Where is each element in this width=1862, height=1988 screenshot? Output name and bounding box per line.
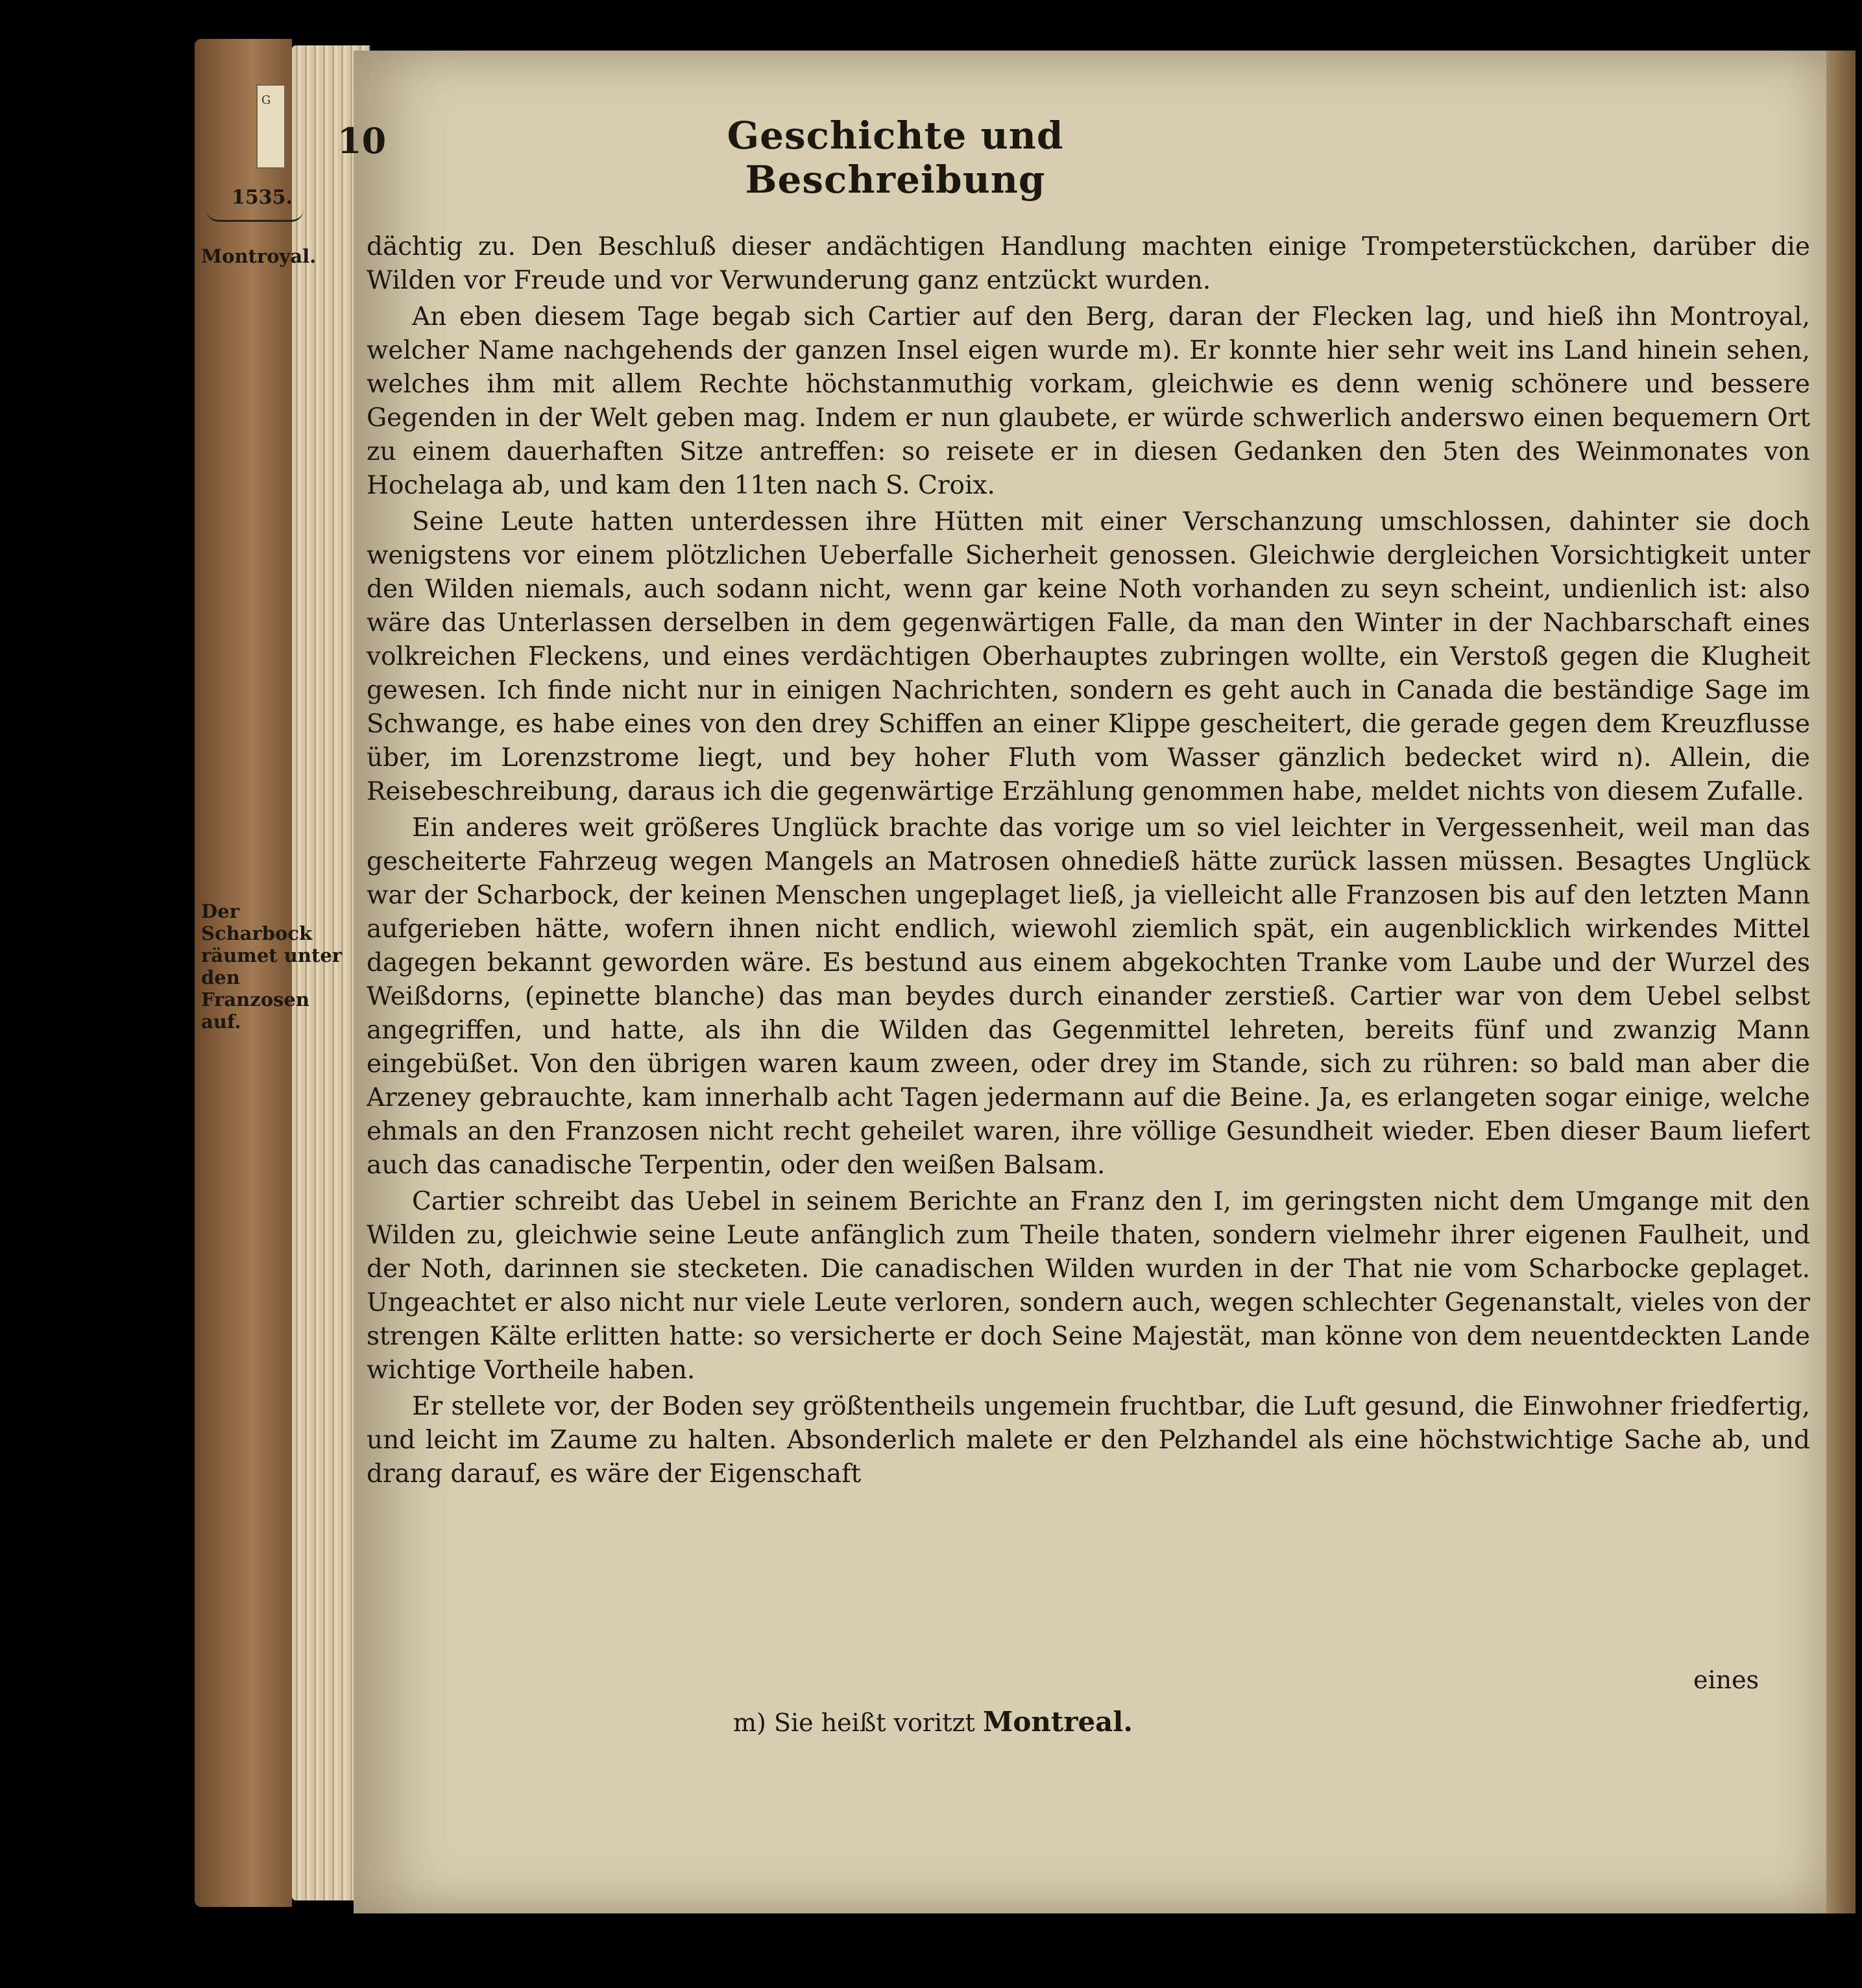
body-text [367,230,1810,1494]
paragraph: dächtig zu. Den Beschluß dieser andächtigen Handlung machten einige Trompeterstückchen, darüber die Wilden vor Freude und vor Verwunderung ganz entzückt wurden. [367,232,1810,295]
spine-label: G [256,84,285,169]
margin-note-montroyal: Montroyal. [201,245,317,267]
paragraph: Cartier schreibt das Uebel in seinem Berichte an Franz den I, im geringsten nicht dem Umgange mit den Wilden zu, gleichwie seine Leute anfänglich zum Theile thaten, sondern vielmehr ihrer eigenen Faulheit, und der Noth, darinnen sie stecketen. Die canadischen Wilden wurden in der That nie vom Scharbocke geplaget. Ungeachtet er also nicht nur viele Leute verloren, sondern auch, wegen schlechter Gegenanstalt, vieles von der strengen Kälte erlitten hatte: so versicherte er doch Seine Majestät, man könne von dem neuentdeckten Lande wichtige Vortheile haben. [367,1187,1810,1385]
paragraph: Ein anderes weit größeres Unglück brachte das vorige um so viel leichter in Vergessenheit, weil man das gescheiterte Fahrzeug wegen Mangels an Matrosen ohnedieß hätte zurück lassen müssen. Besagtes Unglück war der Scharbock, der keinen Menschen ungeplaget ließ, ja vielleicht alle Franzosen bis auf den letzten Mann aufgerieben hätte, wofern ihnen nicht endlich, wiewohl ziemlich spät, ein augenblicklich wirkendes Mittel dagegen bekannt geworden wäre. Es bestund aus einem abgekochten Tranke vom Laube und der Wurzel des Weißdorns, (epinette blanche) das man beydes durch einander zerstieß. Cartier war von dem Uebel selbst angegriffen, und hatte, als ihn die Wilden das Gegenmittel lehreten, bereits fünf und zwanzig Mann eingebüßet. Von den übrigen waren kaum zween, oder drey im Stande, sich zu rühren: so bald man aber die Arzeney gebrauchte, kam innerhalb acht Tagen jedermann auf die Beine. Ja, es erlangeten sogar einige, welche ehmals an den Franzosen nicht recht geheilet waren, ihre völlige Gesundheit wieder. Eben dieser Baum liefert auch das canadische Terpentin, oder den weißen Balsam. [367,813,1810,1180]
year-brace [206,210,304,222]
margin-note-scharbock: Der Scharbock räumet unter den Franzosen auf. [201,900,343,1033]
running-head: Geschichte und Beschreibung [727,114,1064,202]
paragraph: Er stellete vor, der Boden sey größtentheils ungemein fruchtbar, die Luft gesund, die Einwohner friedfertig, und leicht im Zaume zu halten. Absonderlich malete er den Pelzhandel als eine höchstwichtige Sache ab, und drang darauf, es wäre der Eigenschaft [367,1392,1810,1489]
margin-note-year: 1535. [232,186,293,209]
paragraph: Seine Leute hatten unterdessen ihre Hütten mit einer Verschanzung umschlossen, dahinter sie doch wenigstens vor einem plötzlichen Ueberfalle Sicherheit genossen. Gleichwie dergleichen Vorsichtigkeit unter den Wilden niemals, auch sodann nicht, wenn gar keine Noth vorhanden zu seyn scheint, undienlich ist: also wäre das Unterlassen derselben in dem gegenwärtigen Falle, da man den Winter in der Nachbarschaft eines volkreichen Fleckens, und eines verdächtigen Oberhauptes zubringen wollte, ein Verstoß gegen die Klugheit gewesen. Ich finde nicht nur in einigen Nachrichten, sondern es geht auch in Canada die beständige Sage im Schwange, es habe eines von den drey Schiffen an einer Klippe gescheitert, die gerade gegen dem Kreuzflusse über, im Lorenzstrome liegt, und bey hoher Fluth vom Wasser gänzlich bedecket wird n). Allein, die Reisebeschreibung, daraus ich die gegenwärtige Erzählung genommen habe, meldet nichts von diesem Zufalle. [367,507,1810,806]
right-page-edge [1826,51,1856,1913]
footnote-text: Sie heißt voritzt [773,1708,975,1737]
page-number: 10 [337,120,387,162]
footnote-name: Montreal. [982,1706,1133,1738]
paragraph: An eben diesem Tage begab sich Cartier auf den Berg, daran der Flecken lag, und hieß ihn Montroyal, welcher Name nachgehends der ganzen Insel eigen wurde m). Er konnte hier sehr weit ins Land hinein sehen, welches ihm mit allem Rechte höchstanmuthig vorkam, gleichwie es denn wenig schönere und bessere Gegenden in der Welt geben mag. Indem er nun glaubete, er würde schwerlich anderswo einen bequemern Ort zu einem dauerhaften Sitze antreffen: so reisete er in diesen Gedanken den 5ten des Weinmonates von Hochelaga ab, und kam den 11ten nach S. Croix. [367,302,1810,500]
footnote [733,1706,1133,1738]
catchword: eines [1693,1666,1759,1694]
footnote-marker: m) [733,1708,766,1737]
